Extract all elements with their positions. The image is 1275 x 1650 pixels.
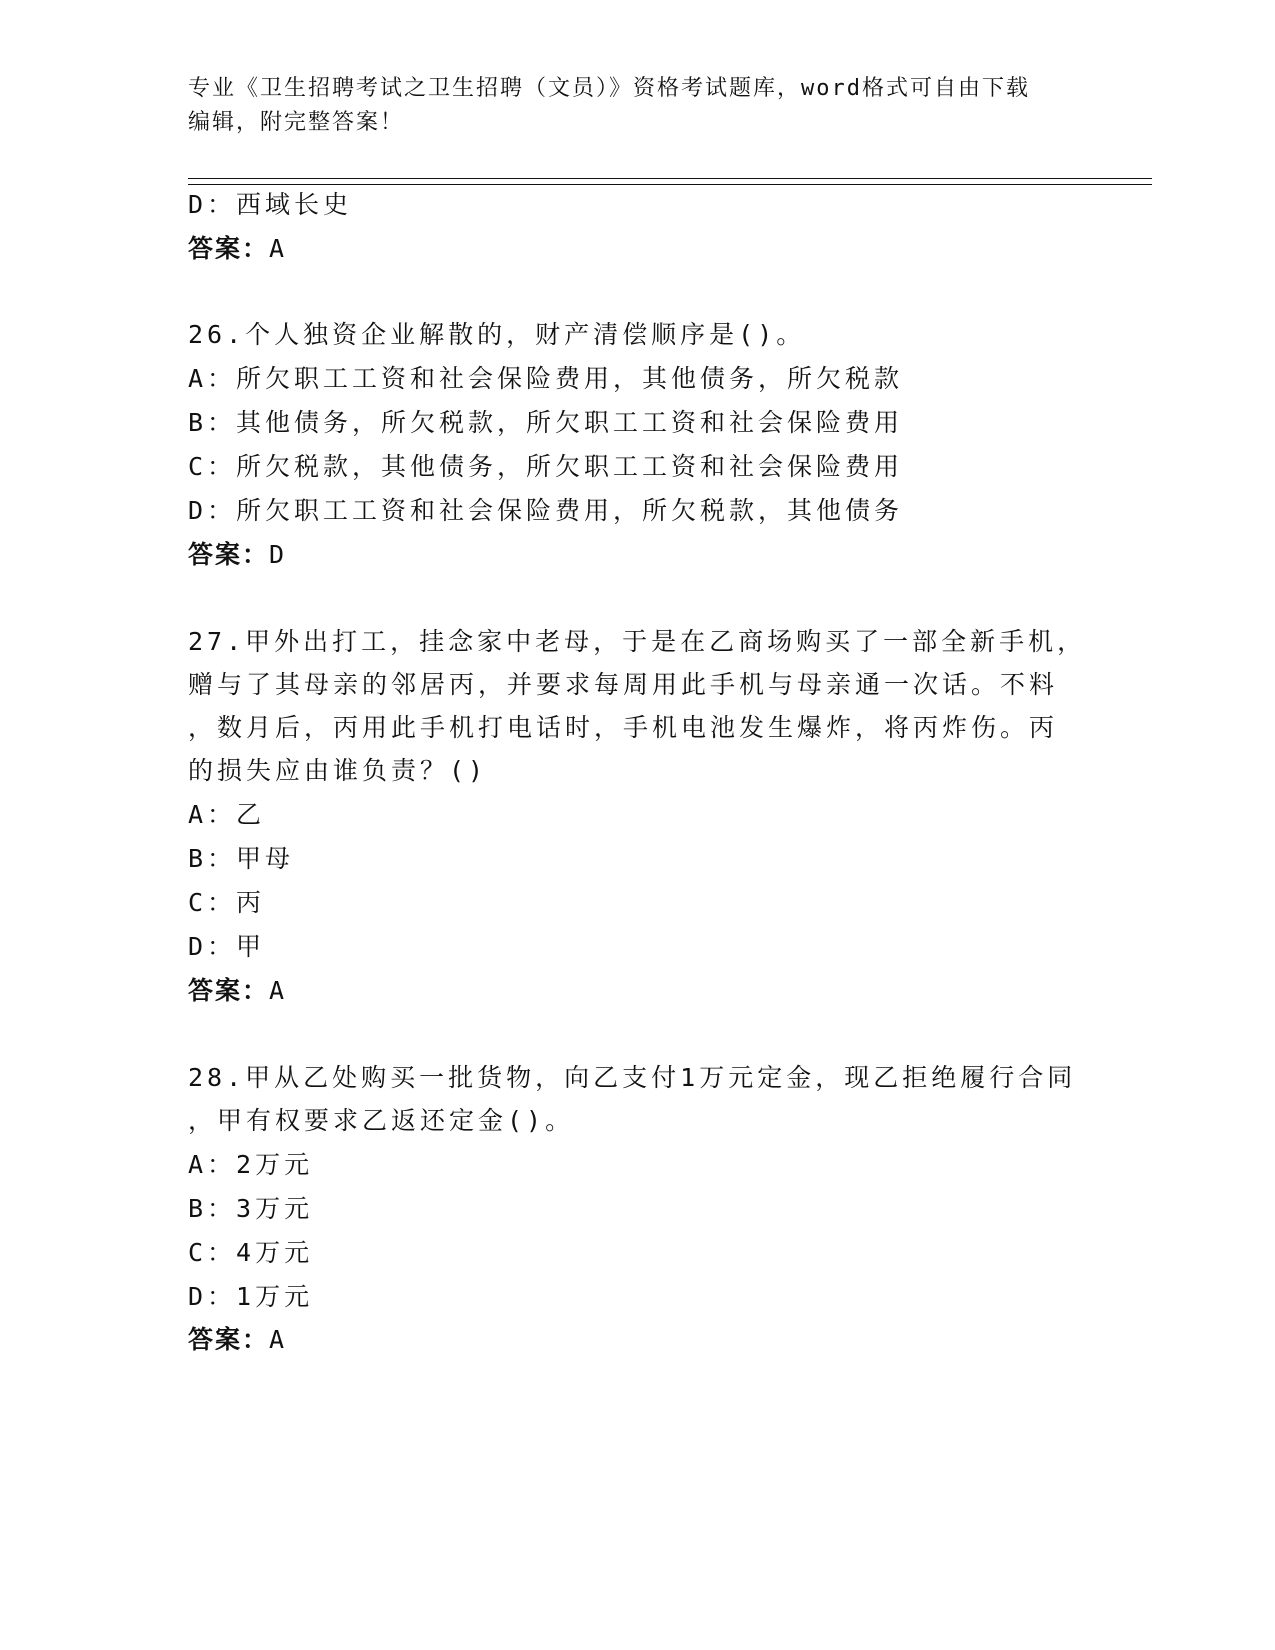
q26-stem: 26.个人独资企业解散的，财产清偿顺序是()。 (188, 320, 806, 349)
q28-option-a: A：2万元 (188, 1150, 314, 1179)
q27-answer-value: A (269, 976, 287, 1005)
q28-option-d: D：1万元 (188, 1282, 314, 1311)
header-line-1: 专业《卫生招聘考试之卫生招聘（文员）》资格考试题库，word格式可自由下载 (188, 76, 1030, 101)
q27-stem-line-2: 赠与了其母亲的邻居丙，并要求每周用此手机与母亲通一次话。不料 (188, 670, 1059, 699)
q26-option-c: C：所欠税款，其他债务，所欠职工工资和社会保险费用 (188, 452, 904, 481)
q28-stem-line-2: ，甲有权要求乙返还定金()。 (188, 1106, 575, 1135)
q25-answer (188, 232, 286, 266)
q27-option-d: D：甲 (188, 932, 266, 961)
document-header (188, 72, 1088, 140)
header-line-2: 编辑，附完整答案！ (188, 110, 405, 135)
q28-option-c: C：4万元 (188, 1238, 314, 1267)
q27-option-c: C：丙 (188, 888, 266, 917)
header-rule-top (188, 178, 1152, 179)
q26-option-d: D：所欠职工工资和社会保险费用，所欠税款，其他债务 (188, 496, 904, 525)
q28-answer-value: A (269, 1325, 287, 1354)
q27-answer (188, 974, 286, 1008)
q25-option-d: D：西域长史 (188, 190, 353, 219)
q27-answer-label: 答案： (188, 976, 270, 1005)
q26-answer-label: 答案： (188, 540, 270, 569)
q27-stem-line-4: 的损失应由谁负责？() (188, 756, 488, 785)
q28-stem-line-1: 28.甲从乙处购买一批货物，向乙支付1万元定金，现乙拒绝履行合同 (188, 1063, 1077, 1092)
q25-answer-value: A (269, 234, 287, 263)
q26-answer-value: D (269, 540, 287, 569)
header-rule-bottom (188, 184, 1152, 185)
q27-stem-line-3: ，数月后，丙用此手机打电话时，手机电池发生爆炸，将丙炸伤。丙 (188, 713, 1059, 742)
q26-option-b: B：其他债务，所欠税款，所欠职工工资和社会保险费用 (188, 408, 904, 437)
q26-answer (188, 538, 286, 572)
q25-answer-label: 答案： (188, 234, 270, 263)
q26-option-a: A：所欠职工工资和社会保险费用，其他债务，所欠税款 (188, 364, 904, 393)
q27-stem-line-1: 27.甲外出打工，挂念家中老母，于是在乙商场购买了一部全新手机， (188, 627, 1087, 656)
q27-option-b: B：甲母 (188, 844, 295, 873)
q28-answer (188, 1323, 286, 1357)
q27-option-a: A：乙 (188, 800, 266, 829)
q28-option-b: B：3万元 (188, 1194, 314, 1223)
q28-answer-label: 答案： (188, 1325, 270, 1354)
